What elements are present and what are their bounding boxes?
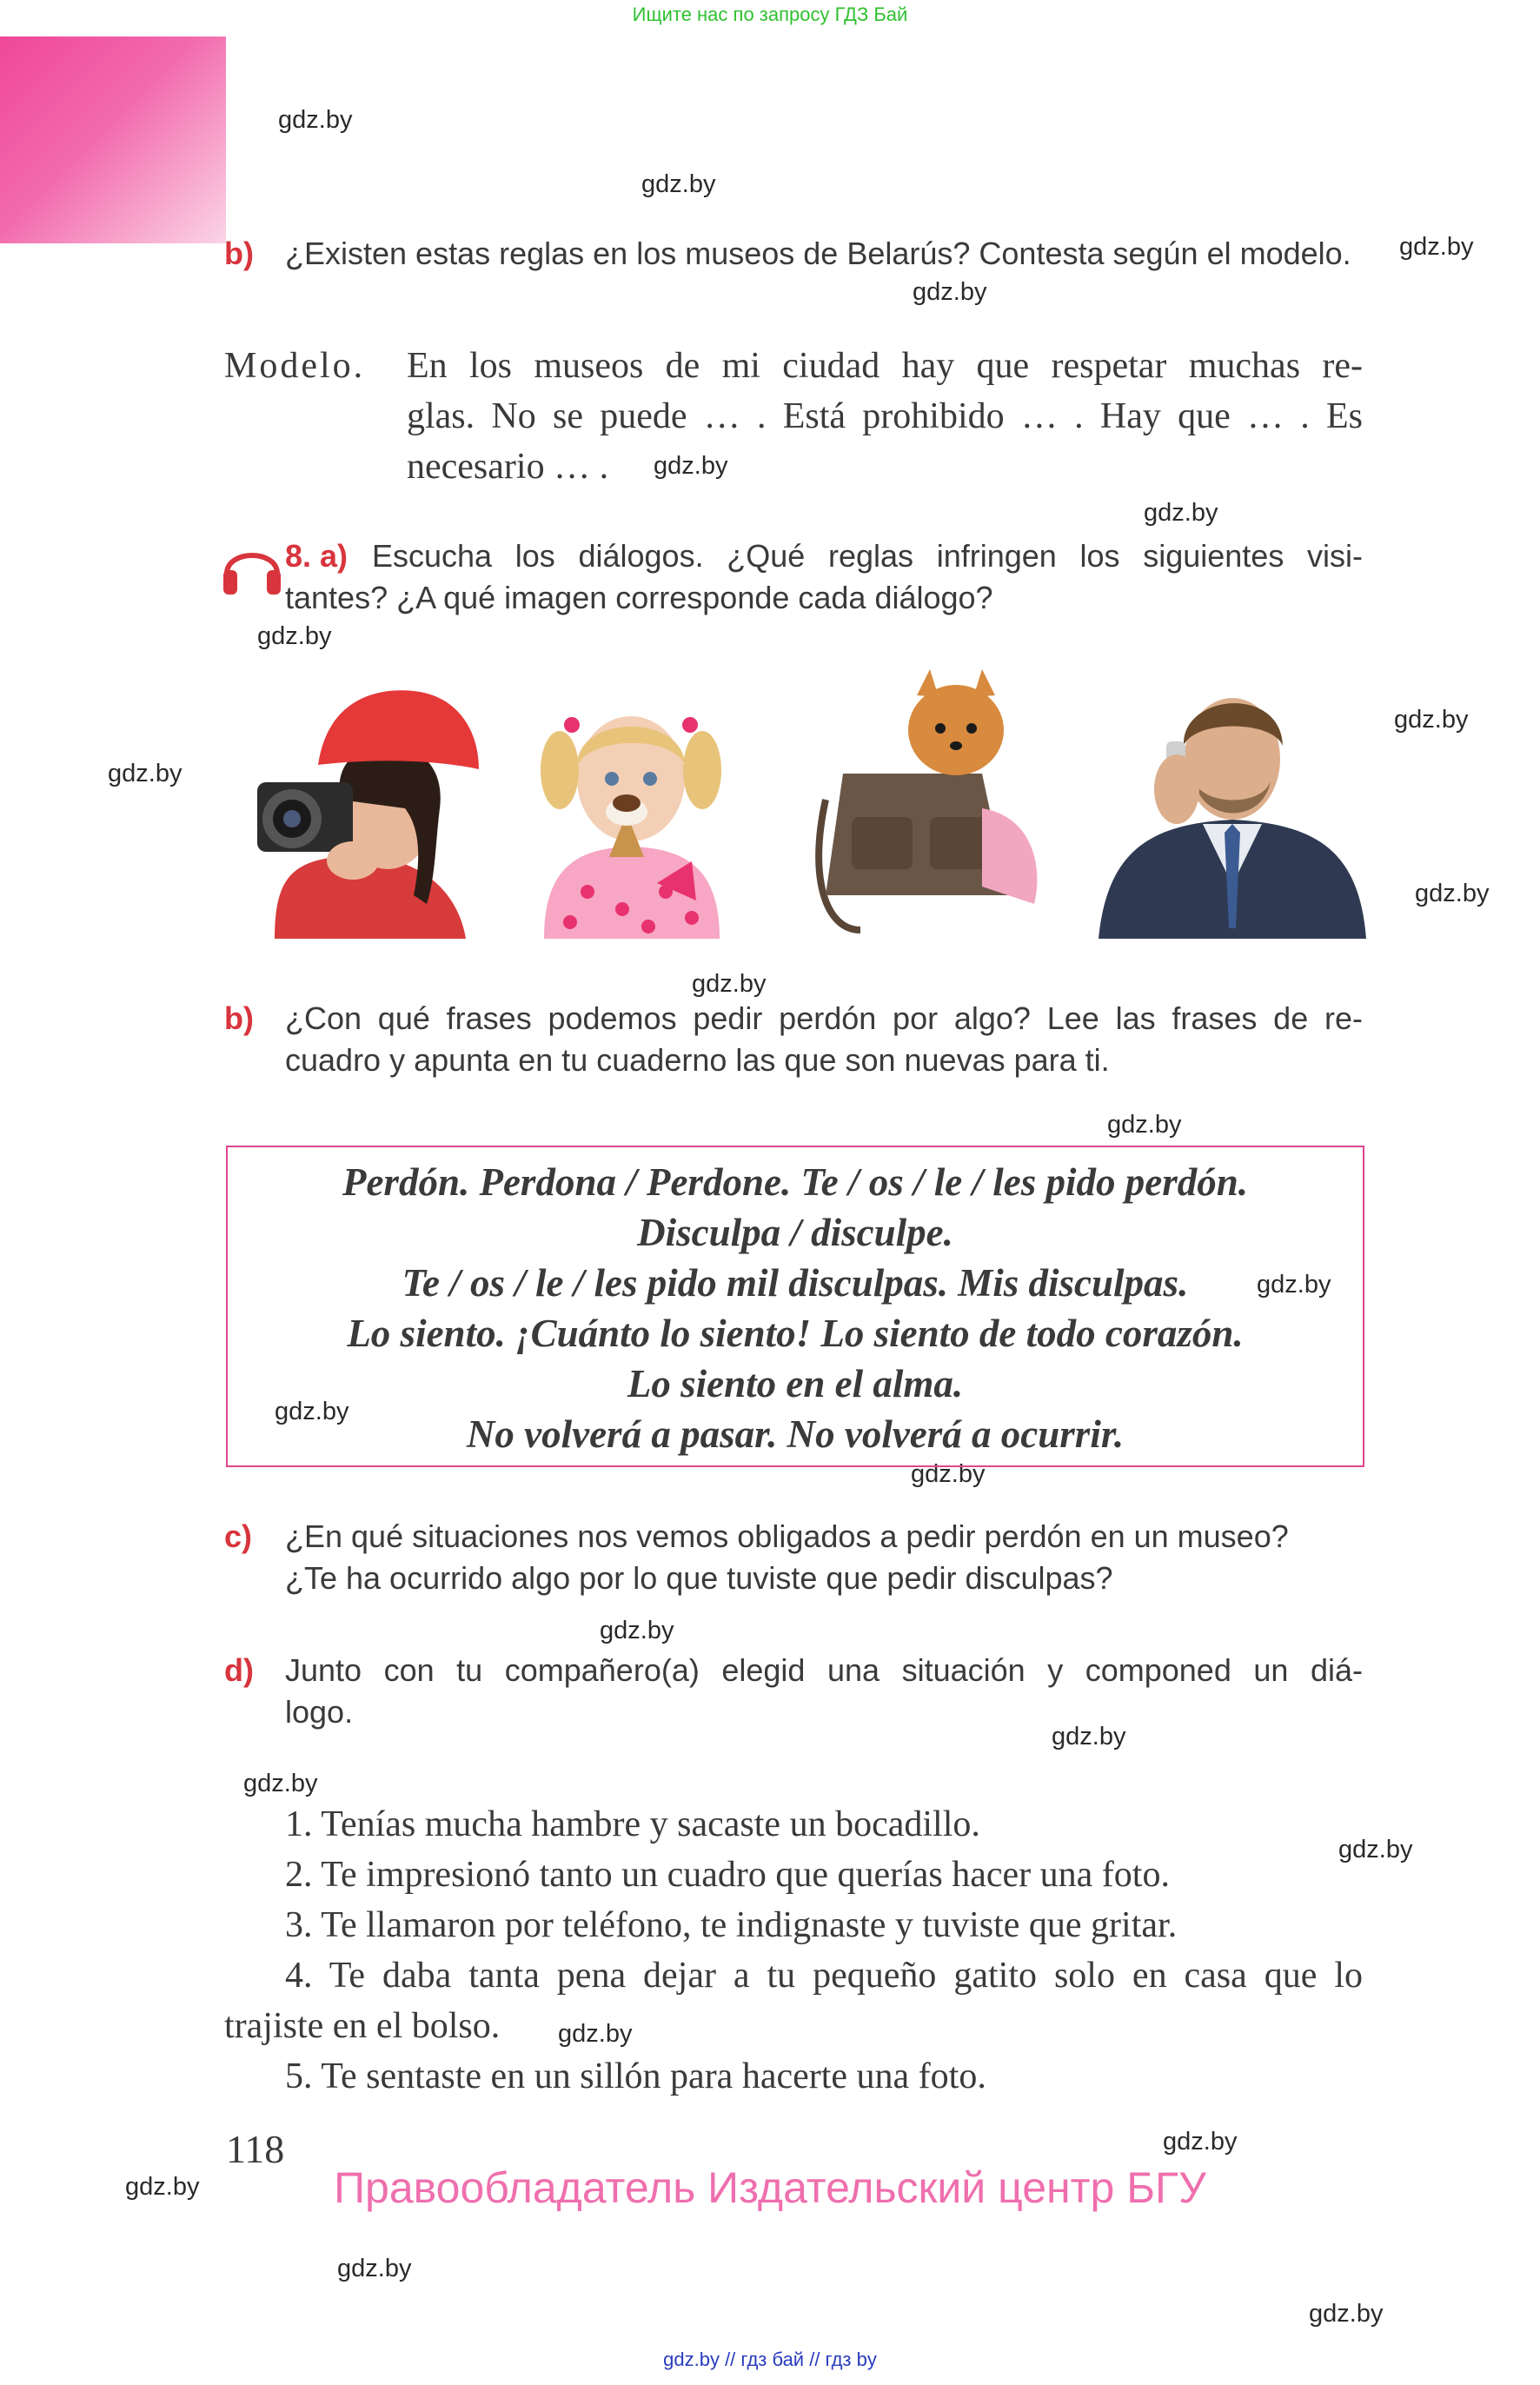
exercise-8a-line-1: Escucha los diálogos. ¿Qué reglas infringen los siguientes visi-	[372, 538, 1363, 574]
watermark: gdz.by	[1107, 1111, 1182, 1139]
watermark: gdz.by	[600, 1617, 674, 1644]
watermark: gdz.by	[1144, 499, 1218, 527]
watermark: gdz.by	[913, 278, 987, 306]
situation-item-continued: trajiste en el bolso.	[224, 2006, 501, 2046]
phrase-line: Te / os / le / les pido mil disculpas. Mis disculpas.	[402, 1261, 1189, 1305]
watermark: gdz.by	[278, 106, 353, 134]
watermark: gdz.by	[1052, 1723, 1126, 1751]
phrase-line: Perdón. Perdona / Perdone. Te / os / le / les pido perdón.	[342, 1160, 1249, 1204]
exercise-8a-label: 8. a)	[285, 538, 348, 574]
exercise-8d-line-1: Junto con tu compañero(a) elegid una situación y componed un diá-	[285, 1652, 1363, 1688]
top-banner: Ищите нас по запросу ГДЗ Бай	[632, 3, 908, 25]
watermark: gdz.by	[1257, 1271, 1331, 1299]
page-number: 118	[226, 2127, 285, 2171]
watermark: gdz.by	[1394, 706, 1469, 734]
situation-item: 1. Tenías mucha hambre y sacaste un bocadillo.	[285, 1804, 980, 1844]
watermark: gdz.by	[1415, 880, 1490, 907]
exercise-8c-label: c)	[224, 1518, 253, 1554]
copyright-holder: Правообладатель Издательский центр БГУ	[334, 2163, 1206, 2212]
model-line-3: necesario … .	[407, 447, 609, 487]
exercise-8b-line-2: cuadro y apunta en tu cuaderno las que son nuevas para ti.	[285, 1042, 1110, 1078]
watermark: gdz.by	[1399, 233, 1474, 261]
model-word: Modelo.	[224, 346, 366, 386]
situation-item: 4. Te daba tanta pena dejar a tu pequeño gatito solo en casa que lo	[285, 1956, 1363, 1996]
watermark: gdz.by	[125, 2173, 200, 2201]
exercise-8d-line-2: logo.	[285, 1694, 354, 1730]
situation-item: 3. Te llamaron por teléfono, te indignaste y tuviste que gritar.	[285, 1905, 1178, 1945]
photo-dog-in-bag	[808, 669, 1053, 939]
watermark: gdz.by	[257, 622, 332, 650]
exercise-8c-line-2: ¿Te ha ocurrido algo por lo que tuviste que pedir disculpas?	[285, 1560, 1113, 1596]
watermark: gdz.by	[108, 760, 183, 787]
watermark: gdz.by	[654, 452, 728, 480]
watermark: gdz.by	[337, 2255, 412, 2282]
watermark: gdz.by	[641, 170, 716, 198]
exercise-8b-line-1: ¿Con qué frases podemos pedir perdón por algo? Lee las frases de re-	[285, 1000, 1363, 1036]
situation-item: 2. Te impresionó tanto un cuadro que querías hacer una foto.	[285, 1855, 1170, 1895]
phrase-line: Lo siento. ¡Cuánto lo siento! Lo siento de todo corazón.	[347, 1312, 1244, 1355]
phrases-box	[226, 1146, 1364, 1467]
photo-woman-camera	[240, 678, 483, 939]
headphones-icon	[220, 539, 284, 598]
watermark: gdz.by	[1338, 1836, 1413, 1863]
watermark: gdz.by	[1309, 2300, 1384, 2328]
watermark: gdz.by	[1163, 2128, 1238, 2156]
phrase-line: Lo siento en el alma.	[627, 1362, 964, 1405]
exercise-8a-line-2: tantes? ¿A qué imagen corresponde cada diálogo?	[285, 580, 993, 615]
photo-girl-icecream	[527, 683, 735, 939]
situation-item: 5. Te sentaste en un sillón para hacerte una foto.	[285, 2056, 986, 2096]
watermark: gdz.by	[692, 970, 767, 998]
exercise-8d-label: d)	[224, 1652, 254, 1688]
corner-color-tab	[0, 37, 226, 243]
photo-man-phone	[1099, 676, 1366, 939]
watermark: gdz.by	[558, 2020, 633, 2048]
exercise-7b-label: b)	[224, 236, 254, 271]
bottom-links[interactable]: gdz.by // гдз бай // гдз by	[663, 2348, 877, 2370]
phrase-line: Disculpa / disculpe.	[637, 1211, 953, 1254]
model-line-2: glas. No se puede … . Está prohibido … . Hay que … . Es	[407, 396, 1363, 436]
watermark: gdz.by	[275, 1398, 349, 1425]
exercise-8b-label: b)	[224, 1000, 254, 1036]
watermark: gdz.by	[243, 1770, 318, 1797]
phrase-line: No volverá a pasar. No volverá a ocurrir.	[466, 1412, 1125, 1456]
model-line-1: En los museos de mi ciudad hay que respetar muchas re-	[407, 346, 1363, 386]
watermark: gdz.by	[911, 1460, 986, 1488]
exercise-7b-text: ¿Existen estas reglas en los museos de Belarús? Contesta según el modelo.	[285, 236, 1351, 271]
exercise-8c-line-1: ¿En qué situaciones nos vemos obligados a pedir perdón en un museo?	[285, 1518, 1289, 1554]
